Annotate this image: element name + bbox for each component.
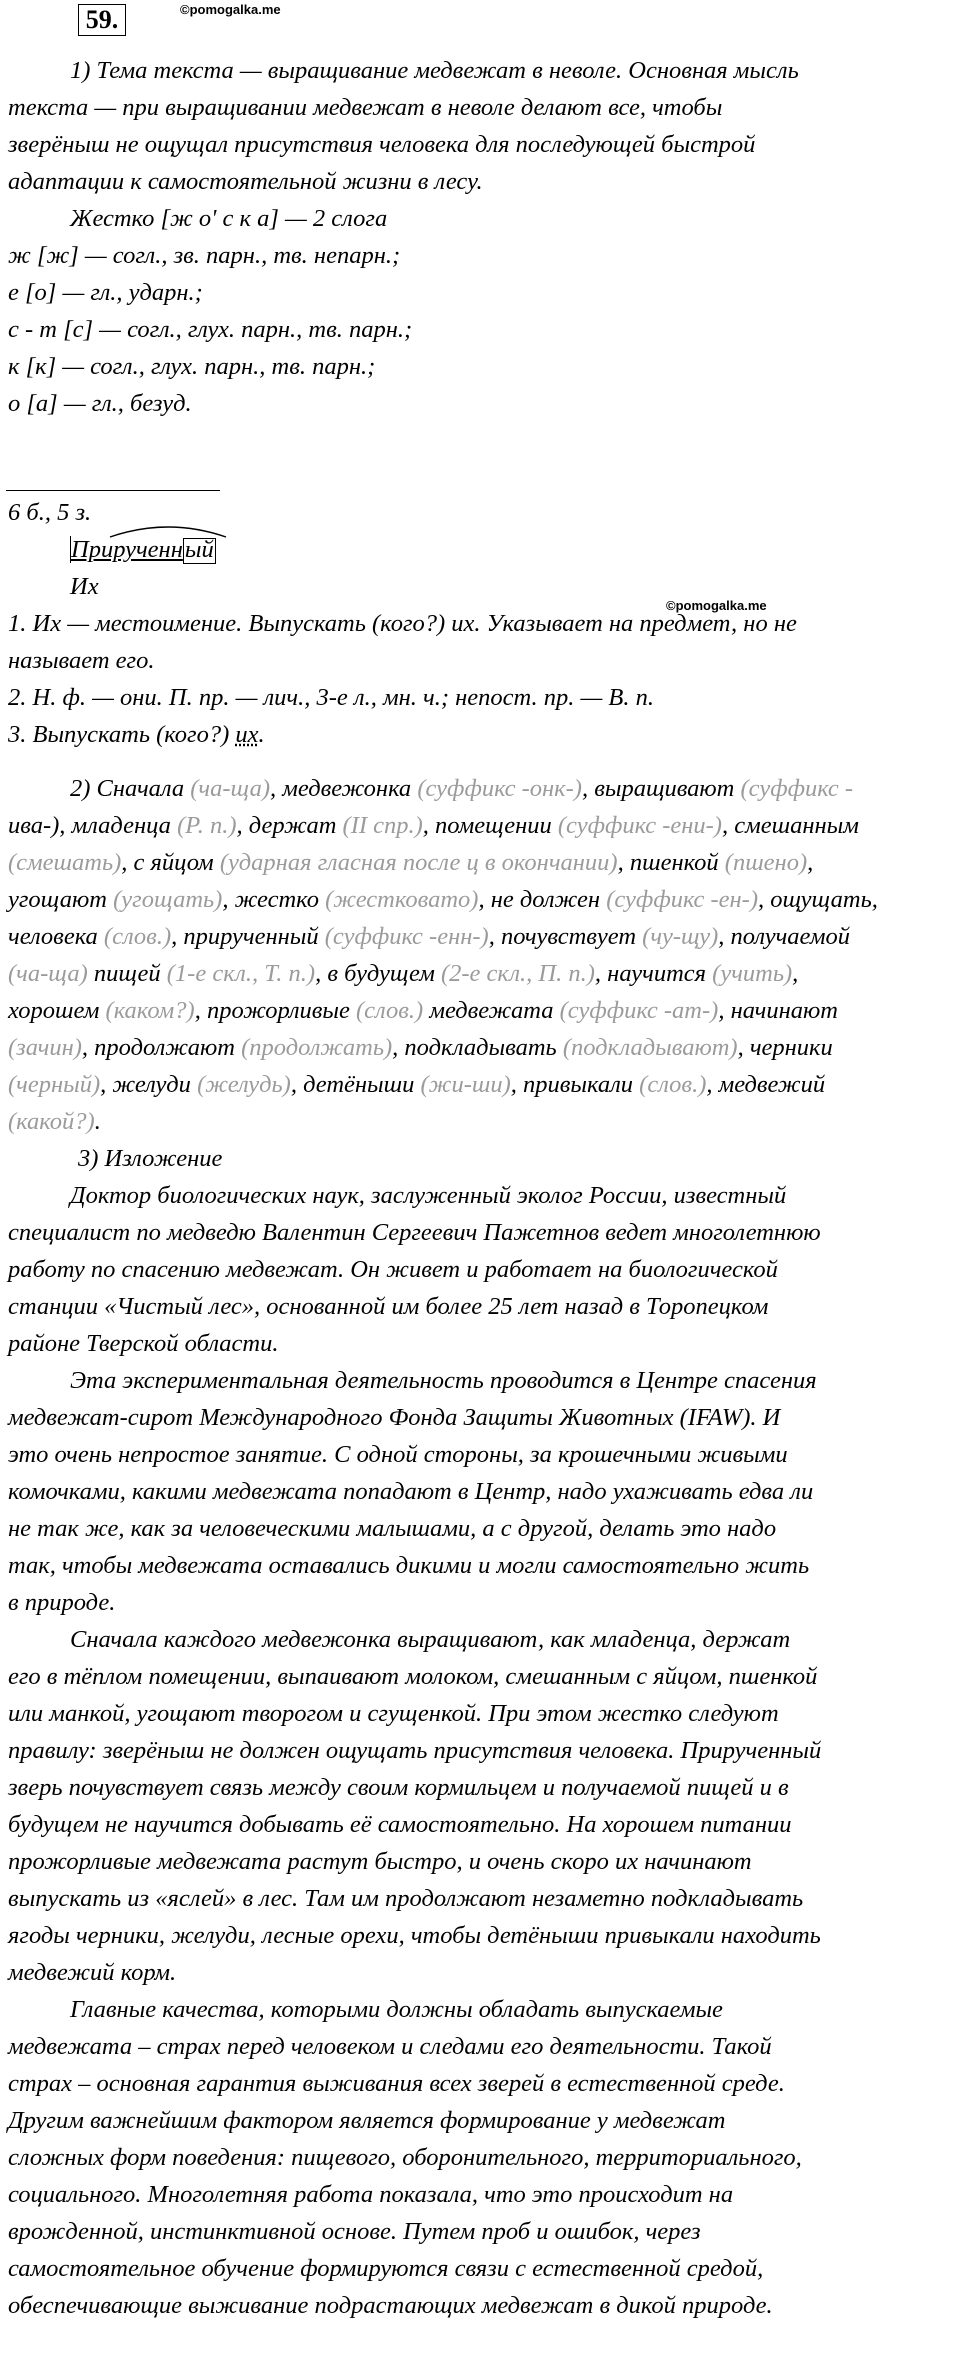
part3-line: Главные качества, которыми должны обладать выпускаемые [70,1996,723,2023]
exercise-number-box: 59. [78,4,126,36]
part2-line: 2) Сначала (ча-ща), медвежонка (суффикс -онк-), выращивают (суффикс - [70,775,853,802]
phonetic-line: к [к] — согл., глух. парн., тв. парн.; [8,353,376,380]
part1-block [8,52,958,422]
part2-line: хорошем (каком?), прожорливые (слов.) медвежата (суффикс -ат-), начинают [8,997,838,1024]
morph-line: 2. Н. ф. — они. П. пр. — лич., 3-е л., мн. ч.; непост. пр. — В. п. [8,684,654,711]
part3-block [8,1140,958,2324]
part3-line: самостоятельное обучение формируются связи с естественной средой, [8,2255,764,2282]
morph-ending: ый [184,536,214,563]
part3-line: врожденной, инстинктивной основе. Путем проб и ошибок, через [8,2218,701,2245]
part3-heading: 3) Изложение [78,1145,223,1172]
part3-line: это очень непростое занятие. С одной стороны, за крошечными живыми [8,1441,788,1468]
part1-line: зверёныш не ощущал присутствия человека для последующей быстрой [8,131,756,158]
morph-root: Прирученн [71,536,183,563]
morpheme-parse [8,531,958,568]
part3-line: или манкой, угощают творогом и сгущенкой. При этом жестко следуют [8,1700,779,1727]
part2-line: (ча-ща) пищей (1-е скл., Т. п.), в будущем (2-е скл., П. п.), научится (учить), [8,960,799,987]
part3-line: медвежий корм. [8,1959,177,1986]
morph-line: 1. Их — местоимение. Выпускать (кого?) их. Указывает на предмет, но не [8,610,797,637]
divider-line [6,490,220,491]
part3-line: Другим важнейшим фактором является формирование у медвежат [8,2107,726,2134]
part3-line: так, чтобы медвежата оставались дикими и могли самостоятельно жить [8,1552,810,1579]
phonetic-line: ж [ж] — согл., зв. парн., тв. непарн.; [8,242,401,269]
part2-line: угощают (угощать), жестко (жестковато), не должен (суффикс -ен-), ощущать, [8,886,878,913]
part2-line: (какой?). [8,1108,101,1135]
exercise-number: 59 [85,5,112,34]
part2-line: (черный), желуди (желудь), детёныши (жи-ши), привыкали (слов.), медвежий [8,1071,826,1098]
phonetic-line: е [о] — гл., ударн.; [8,279,203,306]
part3-line: не так же, как за человеческими малышами, а с другой, делать это надо [8,1515,777,1542]
part3-line: правилу: зверёныш не должен ощущать присутствия человека. Прирученный [8,1737,822,1764]
letter-sound-count: 6 б., 5 з. [8,499,92,526]
phonetic-line: о [а] — гл., безуд. [8,390,192,417]
part2-line: ива-), младенца (Р. п.), держат (II спр.), помещении (суффикс -ени-), смешанным [8,812,859,839]
part3-line: его в тёплом помещении, выпаивают молоком, смешанным с яйцом, пшенкой [8,1663,818,1690]
part3-line: сложных форм поведения: пищевого, оборонительного, территориального, [8,2144,802,2171]
pronoun-word: Их [70,573,99,600]
part3-line: социального. Многолетняя работа показала, что это происходит на [8,2181,734,2208]
part3-line: районе Тверской области. [8,1330,279,1357]
morph-line: называет его. [8,647,155,674]
root-arc-icon [108,523,228,539]
part1-line: текста — при выращивании медвежат в неволе делают все, чтобы [8,94,723,121]
part1-line: адаптации к самостоятельной жизни в лесу. [8,168,483,195]
part3-line: специалист по медведю Валентин Сергеевич Пажетнов ведет многолетнюю [8,1219,821,1246]
part2-line: (смешать), с яйцом (ударная гласная после ц в окончании), пшенкой (пшено), [8,849,814,876]
part3-line: ягоды черники, желуди, лесные орехи, чтобы детёныши привыкали находить [8,1922,821,1949]
part3-line: Эта экспериментальная деятельность проводится в Центре спасения [70,1367,817,1394]
part3-line: Доктор биологических наук, заслуженный эколог России, известный [70,1182,787,1209]
part3-line: в природе. [8,1589,116,1616]
phonetic-word: Жестко [ж о' с к а] — 2 слога [70,205,388,232]
part3-line: выпускать из «яслей» в лес. Там им продолжают незаметно подкладывать [8,1885,804,1912]
part3-line: обеспечивающие выживание подрастающих медвежат в дикой природе. [8,2292,773,2319]
part3-line: станции «Чистый лес», основанной им более 25 лет назад в Торопецком [8,1293,769,1320]
part2-line: (зачин), продолжают (продолжать), подкладывать (подкладывают), черники [8,1034,833,1061]
part3-line: работу по спасению медвежат. Он живет и работает на биологической [8,1256,778,1283]
morph-line: 3. Выпускать (кого?) их. [8,721,265,748]
part3-line: медвежат-сирот Международного Фонда Защиты Животных (IFAW). И [8,1404,781,1431]
part2-block [8,770,958,1140]
part3-line: зверь почувствует связь между своим кормильцем и получаемой пищей и в [8,1774,789,1801]
morph-block [8,494,958,753]
part3-line: будущем не научится добывать её самостоятельно. На хорошем питании [8,1811,792,1838]
part2-line: человека (слов.), прирученный (суффикс -енн-), почувствует (чу-щу), получаемой [8,923,850,950]
part3-line: прожорливые медвежата растут быстро, и очень скоро их начинают [8,1848,752,1875]
part3-line: страх – основная гарантия выживания всех зверей в естественной среде. [8,2070,785,2097]
part3-line: комочками, какими медвежата попадают в Центр, надо ухаживать едва ли [8,1478,814,1505]
watermark-top: ©pomogalka.me [180,2,281,17]
part3-line: медвежата – страх перед человеком и следами его деятельности. Такой [8,2033,772,2060]
part3-line: Сначала каждого медвежонка выращивают, как младенца, держат [70,1626,791,1653]
watermark-mid: ©pomogalka.me [666,598,767,613]
phonetic-line: с - т [с] — согл., глух. парн., тв. парн.; [8,316,413,343]
part1-line: 1) Тема текста — выращивание медвежат в неволе. Основная мысль [70,57,799,84]
